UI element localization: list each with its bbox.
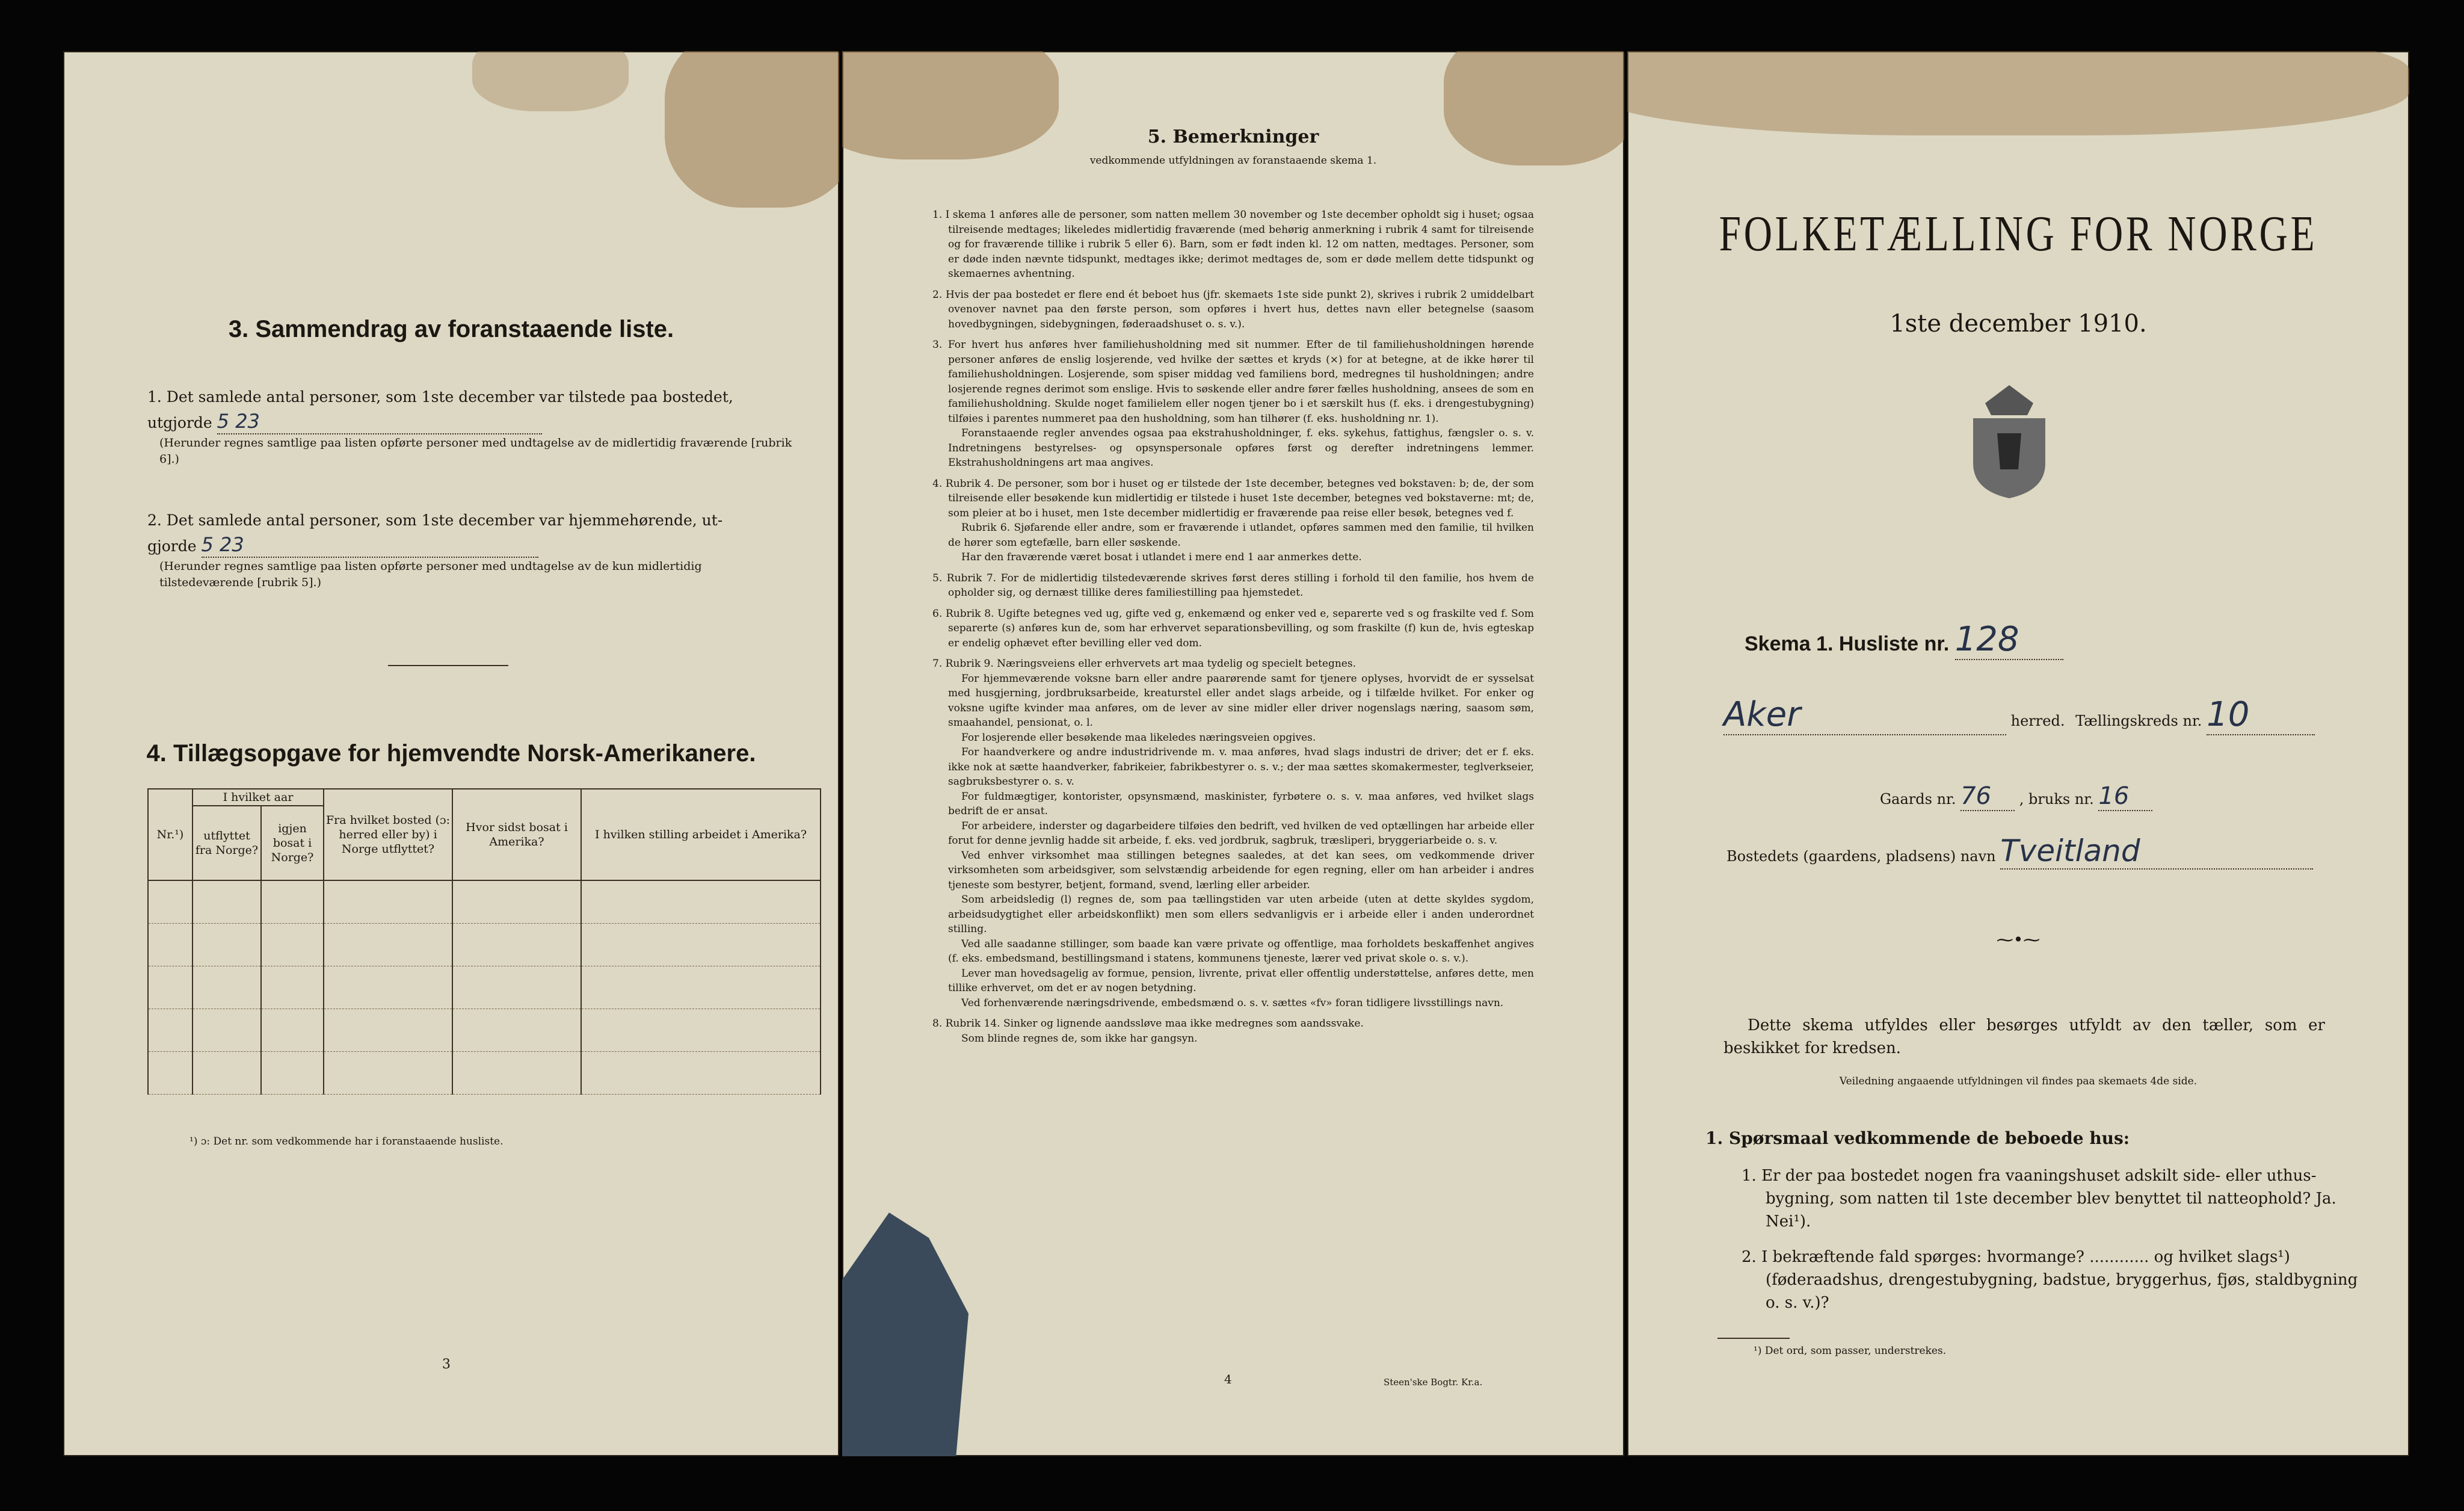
summary-item-1 bbox=[147, 385, 797, 468]
remark-paragraph: 6. Rubrik 8. Ugifte betegnes ved ug, gifte ved g, enkemænd og enker ved e, separerte ved s og fraskilte ved f. Som separerte (s) anføres kun de, som har erhvervet separationsbevilling, og som fraskilte (f) kun de, hvis egteskap er endelig ophævet efter bevilling eller ved dom. bbox=[932, 607, 1534, 649]
remark-paragraph: 3. For hvert hus anføres hver familiehusholdning med sit nummer. Efter de til familiehusholdningen hørende personer anføres de enslig losjerende, ved hvilke der sættes et kryds (×) for at betegne, at de ikke hører til familiehusholdningen. Losjerende, som spiser middag ved familiens bord, medregnes til husholdningen; andre losjerende regnes derimot som enslige. Hvis to søskende eller andre fører fælles husholdning, ansees de som en familiehusholdning. Skulde noget familielem eller nogen tjener bo i et særskilt hus (f. eks. i drengestubygning) tilføies i parentes nummeret paa den husholdning, som han tilhører (f. eks. husholdning nr. 1). bbox=[932, 339, 1534, 425]
summary-item-2-text: 2. Det samlede antal personer, som 1ste december var hjemmehørende, ut- bbox=[147, 511, 723, 529]
divider bbox=[388, 665, 508, 666]
coat-of-arms-icon bbox=[1961, 379, 2057, 499]
summary-item-1-text: 1. Det samlede antal personer, som 1ste december var tilstede paa bostedet, bbox=[147, 388, 733, 406]
kreds-label: Tællingskreds nr. bbox=[2075, 712, 2202, 729]
remark-paragraph: Som blinde regnes de, som ikke har gangsyn. bbox=[961, 1032, 1198, 1045]
water-stain bbox=[472, 51, 629, 111]
col-nr: Nr.¹) bbox=[148, 789, 192, 880]
remark-paragraph: Ved forhenværende næringsdrivende, embedsmænd o. s. v. sættes «fv» foran tidligere livsstillings navn. bbox=[961, 997, 1504, 1009]
remark-paragraph: For haandverkere og andre industridrivende m. v. maa anføres, hvad slags industri de driver; det er f. eks. ikke nok at sætte haandverker, fabrikeier, fabrikbestyrer o. s. v.; der maa sættes skomakermester, teglverkseier, sagbruksbestyrer o. s. v. bbox=[948, 746, 1534, 788]
section4-title: 4. Tillægsopgave for hjemvendte Norsk-Amerikanere. bbox=[146, 740, 756, 767]
table-row bbox=[148, 1009, 821, 1052]
bosted-value: Tveitland bbox=[2000, 833, 2313, 870]
summary-item-1-value: 5 23 bbox=[217, 409, 542, 434]
herred-line bbox=[1723, 695, 2385, 735]
remark-paragraph: For arbeidere, inderster og dagarbeidere tilføies den bedrift, ved hvilken de ved optællingen har arbeide eller forut for denne jevnlig hadde sit arbeide, f. eks. ved jordbruk, sagbruk, træsliperi, bryggeriarbeide o. s. v. bbox=[948, 820, 1534, 847]
table-row bbox=[148, 966, 821, 1009]
remark-paragraph: Ved enhver virksomhet maa stillingen betegnes saaledes, at det kan sees, om vedkommende driver virksomheten som arbeidsgiver, som selvstændig arbeidende for egen regning, eller om han arbeider i andres tjeneste som bestyrer, betjent, formand, svend, lærling eller arbeider. bbox=[948, 849, 1534, 891]
norsk-amerikanere-table bbox=[147, 788, 821, 1095]
herred-value: Aker bbox=[1723, 695, 2006, 735]
remark-paragraph: Foranstaaende regler anvendes ogsaa paa ekstrahusholdninger, f. eks. sykehus, fattighus, fængsler o. s. v. Indretningens bestyrelses- og opsynspersonale opføres først og derefter indretningens lemmer. Ekstrahusholdningens art maa angives. bbox=[948, 427, 1534, 469]
husliste-nr: 128 bbox=[1955, 620, 2063, 660]
table-row bbox=[148, 880, 821, 924]
bosted-line bbox=[1726, 833, 2388, 870]
col-stilling: I hvilken stilling arbeidet i Amerika? bbox=[581, 789, 821, 880]
gaards-label: Gaards nr. bbox=[1880, 791, 1956, 808]
col-fra-bosted: Fra hvilket bosted (ɔ: herred eller by) i Norge utflyttet? bbox=[324, 789, 452, 880]
col-igjen-bosat: igjen bosat i Norge? bbox=[261, 806, 324, 880]
skema-label: Skema 1. Husliste nr. bbox=[1745, 632, 1950, 655]
col-utflyttet: utflyttet fra Norge? bbox=[192, 806, 261, 880]
water-stain bbox=[1627, 51, 2409, 135]
right-footnote: ¹) Det ord, som passer, understrekes. bbox=[1754, 1345, 1947, 1357]
col-amerika-bosat: Hvor sidst bosat i Amerika? bbox=[452, 789, 581, 880]
printer-mark: Steen'ske Bogtr. Kr.a. bbox=[1384, 1377, 1483, 1388]
kreds-value: 10 bbox=[2207, 695, 2315, 735]
intro-text: Dette skema utfyldes eller besørges utfyldt av den tæller, som er beskikket for kredsen. bbox=[1723, 1016, 2325, 1057]
summary-item-1-note: (Herunder regnes samtlige paa listen opførte personer med undtagelse av de midlertidig fraværende [rubrik 6].) bbox=[159, 436, 792, 466]
page-number: 4 bbox=[1224, 1372, 1232, 1386]
census-date: 1ste december 1910. bbox=[1890, 310, 2147, 338]
water-stain bbox=[1444, 51, 1624, 165]
remark-paragraph: Som arbeidsledig (l) regnes de, som paa tællingstiden var uten arbeide (uten at dette skyldes sygdom, arbeidsudygtighet eller arbeidskonflikt) men som ellers sedvanligvis er i arbeide eller i anden underordnet stilling. bbox=[948, 894, 1534, 935]
remarks-list bbox=[932, 202, 1534, 1046]
remark-paragraph: 4. Rubrik 4. De personer, som bor i huset og er tilstede der 1ste december, betegnes ved bokstaven: b; de, der som tilreisende eller besøkende kun midlertidig er tilstede i huset 1ste december, betegnes ved bokstaverne: mt; de, som pleier at bo i huset, men 1ste december midlertidig er fraværende paa reise eller besøk, betegnes ved f. bbox=[932, 477, 1534, 519]
bruks-value: 16 bbox=[2098, 782, 2152, 811]
question-2: 2. I bekræftende fald spørges: hvormange? ............ og hvilket slags¹) (føderaadshus, drengestubygning, badstue, bryggerhus, fjøs, staldbygning o. s. v.)? bbox=[1742, 1248, 2358, 1312]
remark-paragraph: 2. Hvis der paa bostedet er flere end ét beboet hus (jfr. skemaets 1ste side punkt 2), skrives i rubrik 2 umiddelbart ovenover navnet paa den første person, som opføres i hvert hus, dettes navn eller betegnelse (saasom hovedbygningen, sidebygningen, føderaadshuset o. s. v.). bbox=[932, 288, 1534, 330]
water-stain bbox=[665, 51, 839, 208]
torn-patch bbox=[842, 1213, 969, 1456]
question-1: 1. Er der paa bostedet nogen fra vaaningshuset adskilt side- eller uthus-bygning, som natten til 1ste december blev benyttet til natteophold? Ja. Nei¹). bbox=[1742, 1167, 2336, 1231]
summary-item-2-value: 5 23 bbox=[202, 533, 538, 558]
remark-paragraph: For losjerende eller besøkende maa likeledes næringsveien opgives. bbox=[961, 731, 1316, 744]
summary-item-2 bbox=[147, 508, 797, 591]
bruks-label: , bruks nr. bbox=[2019, 791, 2094, 808]
remark-paragraph: 1. I skema 1 anføres alle de personer, som natten mellem 30 november og 1ste december opholdt sig i huset; ogsaa tilreisende medtages; likeledes midlertidig fraværende (med behørig anmerkning i rubrik 4 samt for tilreisende og for fraværende tillike i rubrik 5 eller 6). Barn, som er født inden kl. 12 om natten, medtages. Personer, som er døde inden nævnte tidspunkt, medtages ikke; derimot medtages de, som er døde mellem dette tidspunkt og skemaernes avhentning. bbox=[932, 209, 1534, 280]
bemerkninger-title: 5. Bemerkninger bbox=[1147, 126, 1319, 147]
left-page bbox=[63, 51, 839, 1456]
middle-page bbox=[842, 51, 1624, 1456]
footnote-divider bbox=[1717, 1338, 1790, 1339]
questions-title: 1. Spørsmaal vedkommende de beboede hus: bbox=[1705, 1128, 2130, 1148]
remark-paragraph: 5. Rubrik 7. For de midlertidig tilstedeværende skrives først deres stilling i forhold til den familie, hos hvem de opholder sig, og dernæst tillike deres familiestilling paa hjemstedet. bbox=[932, 572, 1534, 599]
summary-item-2-label: gjorde bbox=[147, 537, 197, 555]
gaards-line bbox=[1880, 782, 2152, 811]
section3-title: 3. Sammendrag av foranstaaende liste. bbox=[228, 316, 674, 342]
summary-item-2-note: (Herunder regnes samtlige paa listen opførte personer med undtagelse av de kun midlertidig tilstedeværende [rubrik 5].) bbox=[159, 560, 702, 589]
col-year: I hvilket aar bbox=[192, 789, 324, 806]
veiledning-text: Veiledning angaaende utfyldningen vil findes paa skemaets 4de side. bbox=[1839, 1075, 2198, 1087]
remark-paragraph: Rubrik 6. Sjøfarende eller andre, som er fraværende i utlandet, opføres sammen med den familie, til hvilken de hører som egtefælle, barn eller søskende. bbox=[948, 522, 1534, 549]
summary-item-1-label: utgjorde bbox=[147, 414, 212, 431]
bosted-label: Bostedets (gaardens, pladsens) navn bbox=[1726, 848, 1996, 865]
remark-paragraph: 8. Rubrik 14. Sinker og lignende aandssløve maa ikke medregnes som aandssvake. bbox=[932, 1018, 1364, 1030]
herred-label: herred. bbox=[2010, 712, 2065, 729]
remark-paragraph: For hjemmeværende voksne barn eller andre paarørende samt for tjenere oplyses, hvorvidt de er sysselsat med husgjerning, jordbruksarbeide, kreaturstel eller andet slags arbeide, og i tilfælde hvilket. For enker og voksne ugifte kvinder maa anføres, om de lever av sine midler eller driver nogenslags næring, saasom søm, smaahandel, pensionat, o. l. bbox=[948, 672, 1534, 729]
table-row bbox=[148, 1052, 821, 1095]
census-title: FOLKETÆLLING FOR NORGE bbox=[1719, 206, 2318, 262]
skema-line bbox=[1745, 620, 2063, 660]
remark-paragraph: 7. Rubrik 9. Næringsveiens eller erhvervets art maa tydelig og specielt betegnes. bbox=[932, 658, 1356, 670]
remark-paragraph: Lever man hovedsagelig av formue, pension, livrente, privat eller offentlig understøttelse, anføres dette, men tillike erhvervet, om det er av nogen betydning. bbox=[948, 967, 1534, 994]
remark-paragraph: Ved alle saadanne stillinger, som baade kan være private og offentlige, maa forholdets beskaffenhet angives (f. eks. embedsmand, bestillingsmand i statens, kommunens tjeneste, lærer ved privat skole o. s. v.). bbox=[948, 938, 1534, 965]
page-number: 3 bbox=[442, 1357, 451, 1372]
ornament-icon: ⁓•⁓ bbox=[1996, 930, 2040, 950]
right-page bbox=[1627, 51, 2409, 1456]
remark-paragraph: Har den fraværende været bosat i utlandet i mere end 1 aar anmerkes dette. bbox=[961, 551, 1362, 563]
remark-paragraph: For fuldmægtiger, kontorister, opsynsmænd, maskinister, fyrbøtere o. s. v. maa anføres, ved hvilket slags bedrift de er ansat. bbox=[948, 790, 1534, 817]
table-row bbox=[148, 924, 821, 966]
table-footnote: ¹) ɔ: Det nr. som vedkommende har i foranstaaende husliste. bbox=[189, 1136, 504, 1148]
bemerkninger-subtitle: vedkommende utfyldningen av foranstaaende skema 1. bbox=[1089, 155, 1377, 167]
gaards-value: 76 bbox=[1960, 782, 2015, 811]
